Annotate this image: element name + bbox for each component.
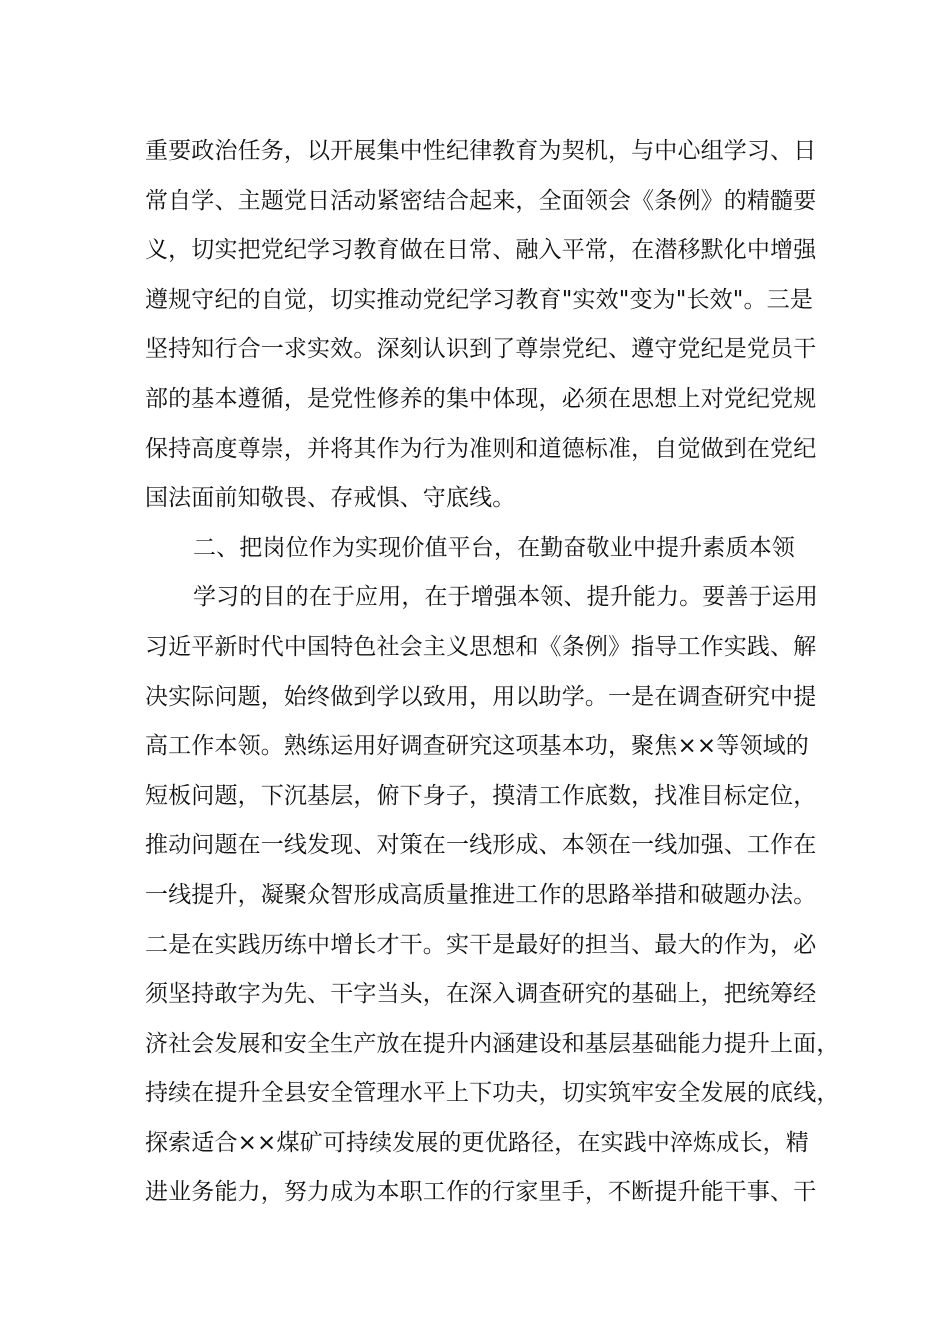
- paragraph-line: 进业务能力，努力成为本职工作的行家里手，不断提升能干事、干: [145, 1179, 817, 1206]
- paragraph-line: 义，切实把党纪学习教育做在日常、融入平常，在潜移默化中增强: [145, 237, 817, 264]
- paragraph-line: 国法面前知敬畏、存戒惧、守底线。: [145, 485, 516, 512]
- paragraph-line: 须坚持敢字为先、干字当头，在深入调查研究的基础上，把统筹经: [145, 981, 817, 1008]
- section-heading: 二、把岗位作为实现价值平台，在勤奋敬业中提升素质本领: [193, 534, 795, 561]
- paragraph-line: 学习的目的在于应用，在于增强本领、提升能力。要善于运用: [193, 584, 819, 611]
- body-text: [145, 127, 840, 1218]
- paragraph-line: 推动问题在一线发现、对策在一线形成、本领在一线加强、工作在: [145, 832, 817, 859]
- paragraph-line: 遵规守纪的自觉，切实推动党纪学习教育"实效"变为"长效"。三是: [145, 286, 813, 313]
- paragraph-line: 部的基本遵循，是党性修养的集中体现，必须在思想上对党纪党规: [145, 385, 817, 412]
- paragraph-line: 决实际问题，始终做到学以致用，用以助学。一是在调查研究中提: [145, 683, 817, 710]
- paragraph-line: 济社会发展和安全生产放在提升内涵建设和基层基础能力提升上面，: [145, 1030, 840, 1057]
- paragraph-line: 短板问题，下沉基层，俯下身子，摸清工作底数，找准目标定位，: [145, 782, 817, 809]
- paragraph-line: 保持高度尊崇，并将其作为行为准则和道德标准，自觉做到在党纪: [145, 435, 817, 462]
- paragraph-line: 二是在实践历练中增长才干。实干是最好的担当、最大的作为，必: [145, 931, 817, 958]
- paragraph-line: 习近平新时代中国特色社会主义思想和《条例》指导工作实践、解: [145, 633, 817, 660]
- paragraph-line: 坚持知行合一求实效。深刻认识到了尊崇党纪、遵守党纪是党员干: [145, 336, 817, 363]
- paragraph-line: 高工作本领。熟练运用好调查研究这项基本功，聚焦××等领域的: [145, 733, 809, 760]
- paragraph-line: 重要政治任务，以开展集中性纪律教育为契机，与中心组学习、日: [145, 138, 817, 164]
- paragraph-line: 探索适合××煤矿可持续发展的更优路径，在实践中淬炼成长，精: [145, 1129, 809, 1156]
- paragraph-line: 常自学、主题党日活动紧密结合起来，全面领会《条例》的精髓要: [145, 187, 817, 214]
- paragraph-line: 一线提升，凝聚众智形成高质量推进工作的思路举措和破题办法。: [145, 881, 817, 908]
- paragraph-line: 持续在提升全县安全管理水平上下功夫，切实筑牢安全发展的底线，: [145, 1080, 840, 1107]
